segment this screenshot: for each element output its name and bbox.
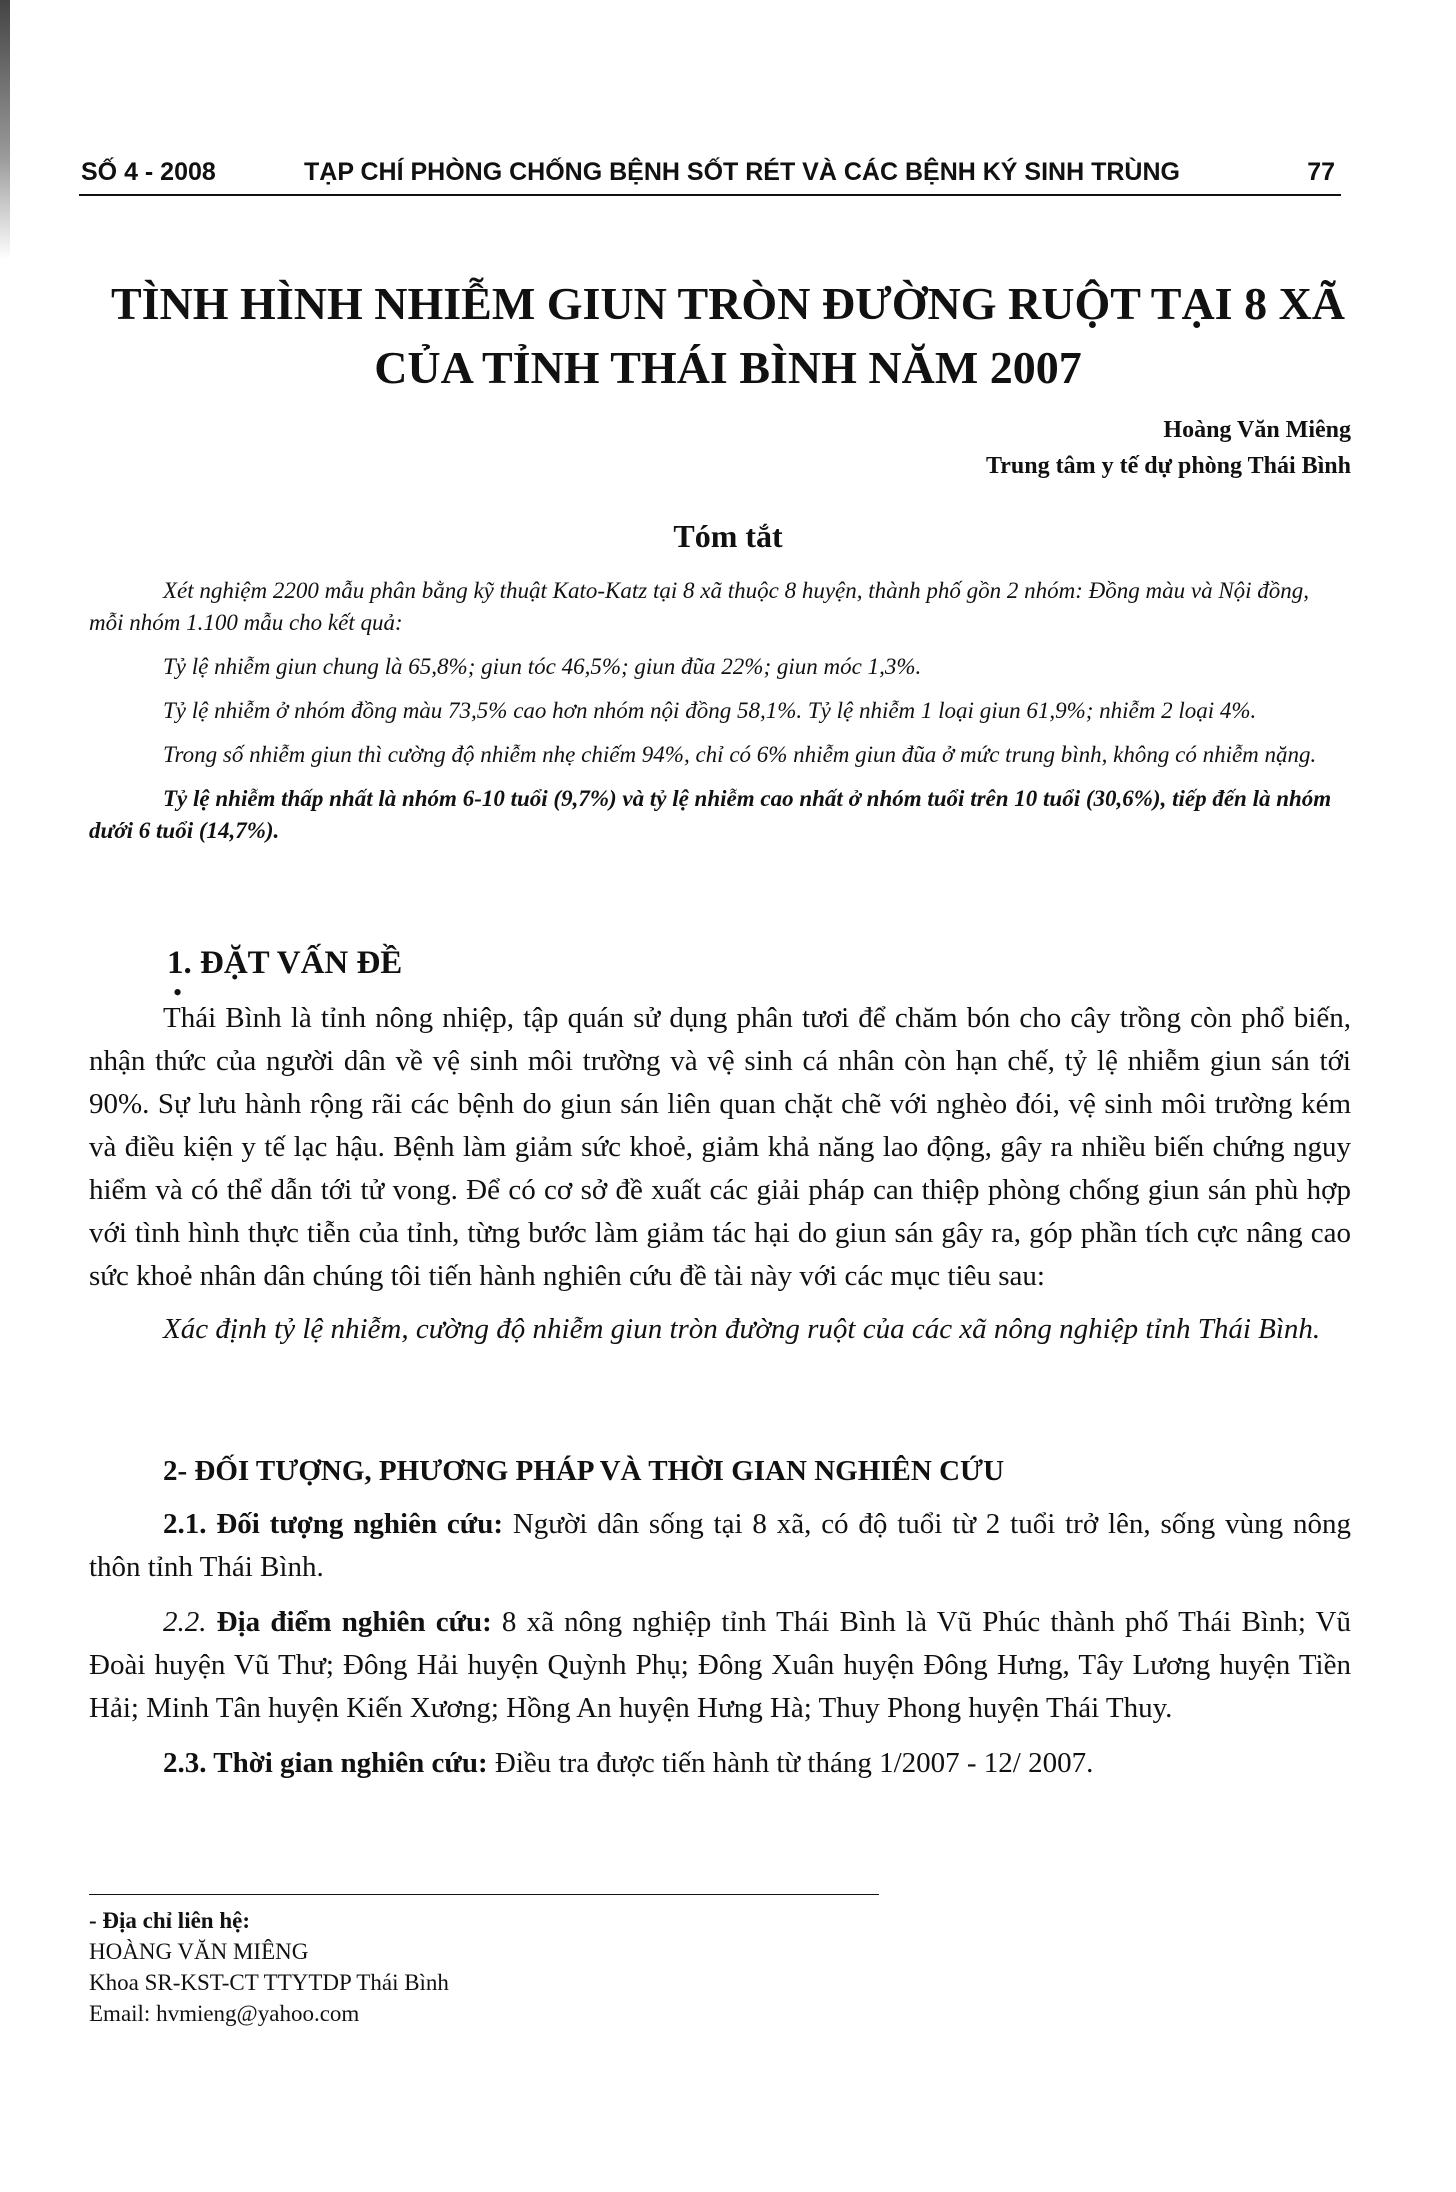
footnote-label: - Địa chỉ liên hệ: [89,1908,250,1933]
subsection-2-2-label: Địa điểm nghiên cứu: [216,1606,492,1638]
scan-edge-shadow [0,0,10,260]
subsection-2-2-number: 2.2. [163,1606,217,1638]
footnote-email: Email: hvmieng@yahoo.com [89,2001,360,2026]
title-line-1: TÌNH HÌNH NHIỄM GIUN TRÒN ĐƯỜNG RUỘT TẠI 8 XÃ [110,278,1346,329]
footnote-contact-name: HOÀNG VĂN MIÊNG [89,1939,309,1964]
subsection-2-2 [89,1601,1351,1730]
footnote-divider [89,1894,879,1895]
page-number: 77 [1307,158,1335,186]
article-title [100,272,1356,400]
subsection-2-3 [89,1742,1351,1785]
footnote [89,1905,449,2029]
abstract-heading: Tóm tắt [673,518,783,554]
abstract-paragraph: Xét nghiệm 2200 mẫu phân bằng kỹ thuật Kato-Katz tại 8 xã thuộc 8 huyện, thành phố gồn 2 nhóm: Đồng màu và Nội đồng, mỗi nhóm 1.100 mẫu cho kết quả: [89,578,1310,635]
abstract [89,575,1349,847]
section-1-paragraph: Thái Bình là tỉnh nông nhiệp, tập quán sử dụng phân tươi để chăm bón cho cây trồng còn phổ biến, nhận thức của người dân về vệ sinh môi trường và vệ sinh cá nhân còn hạn chế, tỷ lệ nhiễm giun sán tới 90%. Sự lưu hành rộng rãi các bệnh do giun sán liên quan chặt chẽ với nghèo đói, vệ sinh môi trường kém và điều kiện y tế lạc hậu. Bệnh làm giảm sức khoẻ, giảm khả năng lao động, gây ra nhiều biến chứng nguy hiểm và có thể dẫn tới tử vong. Để có cơ sở đề xuất các giải pháp can thiệp phòng chống giun sán phù hợp với tình hình thực tiễn của tỉnh, từng bước làm giảm tác hại do giun sán gây ra, góp phần tích cực nâng cao sức khoẻ nhân dân chúng tôi tiến hành nghiên cứu đề tài này với các mục tiêu sau: [89,1002,1351,1292]
abstract-paragraph: Trong số nhiễm giun thì cường độ nhiễm nhẹ chiếm 94%, chỉ có 6% nhiễm giun đũa ở mức trung bình, không có nhiễm nặng. [163,742,1317,767]
bullet-mark: • [173,978,183,1007]
subsection-2-3-text: Điều tra được tiến hành từ tháng 1/2007 - 12/ 2007. [487,1747,1094,1779]
author-affiliation: Trung tâm y tế dự phòng Thái Bình [986,453,1351,479]
subsection-2-1 [89,1503,1351,1589]
running-header [79,150,1341,196]
section-1-heading: 1. ĐẶT VẤN ĐỀ [167,945,403,981]
footnote-department: Khoa SR-KST-CT TTYTDP Thái Bình [89,1970,449,1995]
study-objective: Xác định tỷ lệ nhiễm, cường độ nhiễm giun tròn đường ruột của các xã nông nghiệp tỉnh Thái Bình. [163,1313,1321,1345]
subsection-2-3-label: 2.3. Thời gian nghiên cứu: [163,1747,488,1779]
subsection-2-1-text: Người dân sống tại 8 xã, có độ tuổi từ 2 tuổi trở lên, sống vùng nông thôn tỉnh Thái Bình. [89,1508,1351,1583]
subsection-2-2-text: 8 xã nông nghiệp tỉnh Thái Bình là Vũ Phúc thành phố Thái Bình; Vũ Đoài huyện Vũ Thư; Đông Hải huyện Quỳnh Phụ; Đông Xuân huyện Đông Hưng, Tây Lương huyện Tiền Hải; Minh Tân huyện Kiến Xương; Hồng An huyện Hưng Hà; Thuy Phong huyện Thái Thuy. [89,1606,1351,1724]
abstract-paragraph: Tỷ lệ nhiễm giun chung là 65,8%; giun tóc 46,5%; giun đũa 22%; giun móc 1,3%. [163,654,922,679]
author-block [986,412,1351,484]
abstract-paragraph: Tỷ lệ nhiễm thấp nhất là nhóm 6-10 tuổi (9,7%) và tỷ lệ nhiễm cao nhất ở nhóm tuổi trên 10 tuổi (30,6%), tiếp đến là nhóm dưới 6 tuổi (14,7%). [89,786,1332,843]
subsection-2-1-label: 2.1. Đối tượng nghiên cứu: [163,1508,503,1540]
section-1 [89,942,1351,1351]
issue-number: SỐ 4 - 2008 [81,158,216,186]
journal-name: TẠP CHÍ PHÒNG CHỐNG BỆNH SỐT RÉT VÀ CÁC BỆNH KÝ SINH TRÙNG [304,158,1180,186]
abstract-paragraph: Tỷ lệ nhiễm ở nhóm đồng màu 73,5% cao hơn nhóm nội đồng 58,1%. Tỷ lệ nhiễm 1 loại giun 61,9%; nhiễm 2 loại 4%. [163,698,1257,723]
section-2 [89,1450,1351,1785]
title-line-2: CỦA TỈNH THÁI BÌNH NĂM 2007 [374,342,1082,393]
author-name: Hoàng Văn Miêng [1163,417,1351,443]
section-2-heading: 2- ĐỐI TƯỢNG, PHƯƠNG PHÁP VÀ THỜI GIAN NGHIÊN CỨU [163,1455,1005,1487]
